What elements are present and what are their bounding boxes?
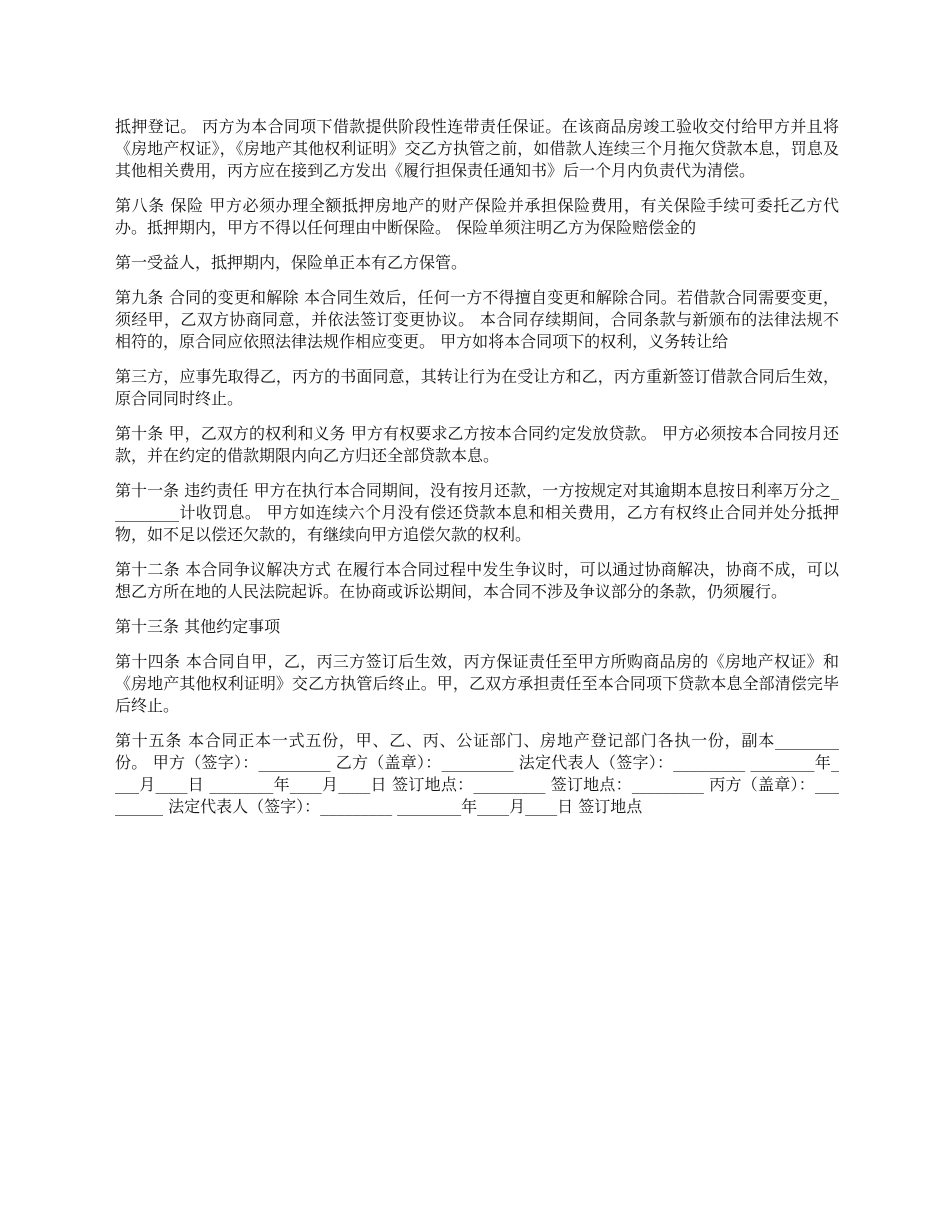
document-body (115, 116, 839, 831)
paragraph-article-12-disputes: 第十二条 本合同争议解决方式 在履行本合同过程中发生争议时，可以通过协商解决，协商不成，可以想乙方所在地的人民法院起诉。在协商或诉讼期间，本合同不涉及争议部分的条款，仍须履行。 (115, 560, 839, 601)
paragraph-article-14-effect: 第十四条 本合同自甲，乙，丙三方签订后生效，丙方保证责任至甲方所购商品房的《房地产权证》和《房地产其他权利证明》交乙方执管后终止。甲，乙双方承担责任至本合同项下贷款本息全部清偿完毕后终止。 (115, 652, 839, 715)
paragraph-mortgage-registration: 抵押登记。 丙方为本合同项下借款提供阶段性连带责任保证。在该商品房竣工验收交付给甲方并且将《房地产权证》，《房地产其他权利证明》交乙方执管之前，如借款人连续三个月拖欠贷款本息，罚息及其他相关费用，丙方应在接到乙方发出《履行担保责任通知书》后一个月内负责代为清偿。 (115, 117, 839, 180)
paragraph-article-15-signatures: 第十五条 本合同正本一式五份，甲、乙、丙、公证部门、房地产登记部门各执一份，副本________份。 甲方（签字）：_________ 乙方（盖章）：_________ 法定代表人（签字）：_________ ________年____月____日 ________年____月____日 签订地点：_________ 签订地点：_________ 丙方（盖章）：_________ 法定代表人（签字）：_________ ________年____月____日 签订地点 (115, 731, 839, 816)
paragraph-article-11-liability: 第十一条 违约责任 甲方在执行本合同期间，没有按月还款，一方按规定对其逾期本息按日利率万分之_________计收罚息。 甲方如连续六个月没有偿还贷款本息和相关费用，乙方有权终止合同并处分抵押物，如不足以偿还欠款的，有继续向甲方追偿欠款的权利。 (115, 481, 839, 544)
paragraph-article-10-rights: 第十条 甲，乙双方的权利和义务 甲方有权要求乙方按本合同约定发放贷款。 甲方必须按本合同按月还款，并在约定的借款期限内向乙方归还全部贷款本息。 (115, 424, 839, 465)
paragraph-article-8-insurance: 第八条 保险 甲方必须办理全额抵押房地产的财产保险并承担保险费用，有关保险手续可委托乙方代办。抵押期内，甲方不得以任何理由中断保险。 保险单须注明乙方为保险赔偿金的 (115, 196, 839, 237)
paragraph-first-beneficiary: 第一受益人，抵押期内，保险单正本有乙方保管。 (115, 253, 468, 272)
paragraph-article-9-modification: 第九条 合同的变更和解除 本合同生效后，任何一方不得擅自变更和解除合同。若借款合同需要变更，须经甲，乙双方协商同意，并依法签订变更协议。 本合同存续期间，合同条款与新颁布的法律法规不相符的，原合同应依照法律法规作相应变更。 甲方如将本合同项下的权利，义务转让给 (115, 288, 839, 351)
paragraph-article-13-other: 第十三条 其他约定事项 (115, 617, 281, 636)
paragraph-third-party-transfer: 第三方，应事先取得乙，丙方的书面同意，其转让行为在受让方和乙，丙方重新签订借款合同后生效，原合同同时终止。 (115, 367, 839, 408)
